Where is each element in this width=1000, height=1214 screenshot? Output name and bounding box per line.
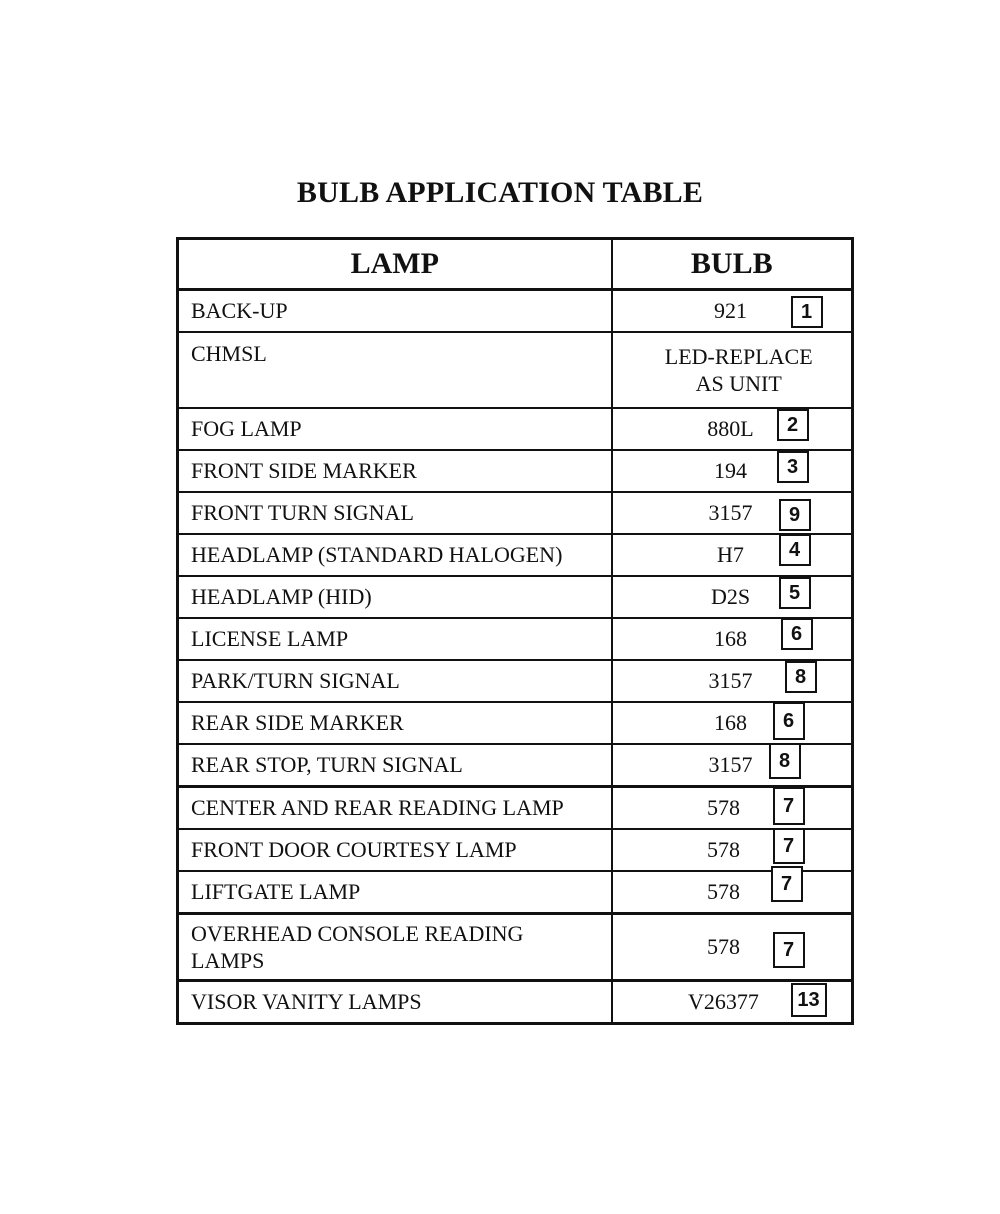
bulb-value: 3157 [708, 500, 753, 525]
callout-number: 7 [773, 787, 805, 825]
bulb-value-line-2: AS UNIT [695, 371, 782, 396]
lamp-cell: VISOR VANITY LAMPS [178, 981, 612, 1024]
page-title: BULB APPLICATION TABLE [296, 176, 704, 209]
bulb-cell [612, 744, 853, 787]
lamp-cell: REAR STOP, TURN SIGNAL [178, 744, 612, 787]
table-row [178, 829, 853, 871]
bulb-value: 578 [707, 934, 740, 959]
bulb-cell [612, 981, 853, 1024]
callout-number: 6 [781, 618, 813, 650]
lamp-cell: FRONT SIDE MARKER [178, 450, 612, 492]
lamp-cell: CENTER AND REAR READING LAMP [178, 787, 612, 830]
bulb-value: 3157 [708, 668, 753, 693]
table-row [178, 332, 853, 408]
bulb-cell [612, 702, 853, 744]
bulb-cell [612, 332, 853, 408]
lamp-text-line-2: LAMPS [191, 948, 265, 973]
lamp-cell: REAR SIDE MARKER [178, 702, 612, 744]
lamp-cell: LICENSE LAMP [178, 618, 612, 660]
table-row [178, 618, 853, 660]
callout-number: 7 [773, 932, 805, 968]
table-row [178, 534, 853, 576]
table-row [178, 576, 853, 618]
bulb-cell [612, 576, 853, 618]
lamp-cell: FRONT DOOR COURTESY LAMP [178, 829, 612, 871]
table-row [178, 408, 853, 450]
callout-number: 1 [791, 296, 823, 328]
callout-number: 7 [773, 828, 805, 864]
lamp-cell: CHMSL [178, 332, 612, 408]
bulb-cell [612, 618, 853, 660]
bulb-cell [612, 660, 853, 702]
table-row [178, 450, 853, 492]
table-row [178, 914, 853, 981]
bulb-value: 3157 [708, 752, 753, 777]
lamp-cell: BACK-UP [178, 290, 612, 333]
lamp-cell: HEADLAMP (STANDARD HALOGEN) [178, 534, 612, 576]
table-row [178, 492, 853, 534]
lamp-cell: HEADLAMP (HID) [178, 576, 612, 618]
bulb-value: 921 [714, 298, 747, 323]
bulb-value: D2S [710, 584, 751, 609]
callout-number: 6 [773, 702, 805, 740]
callout-number: 4 [779, 534, 811, 566]
lamp-cell: FOG LAMP [178, 408, 612, 450]
table-row [178, 702, 853, 744]
lamp-cell: FRONT TURN SIGNAL [178, 492, 612, 534]
bulb-value: 194 [714, 458, 747, 483]
bulb-cell [612, 290, 853, 333]
table-row [178, 290, 853, 333]
bulb-value: V26377 [688, 989, 759, 1014]
bulb-value: 880L [707, 416, 754, 441]
bulb-cell [612, 408, 853, 450]
lamp-cell: PARK/TURN SIGNAL [178, 660, 612, 702]
bulb-value: 578 [707, 795, 740, 820]
callout-number: 3 [777, 451, 809, 483]
table-row [178, 981, 853, 1024]
callout-number: 8 [769, 743, 801, 779]
bulb-cell [612, 534, 853, 576]
column-header-lamp: LAMP [178, 239, 612, 290]
table-row [178, 660, 853, 702]
callout-number: 8 [785, 661, 817, 693]
callout-number: 7 [771, 866, 803, 902]
lamp-text-line-1: OVERHEAD CONSOLE READING [191, 921, 524, 946]
column-header-bulb: BULB [612, 239, 853, 290]
bulb-cell [612, 914, 853, 981]
lamp-cell: LIFTGATE LAMP [178, 871, 612, 914]
bulb-cell [612, 787, 853, 830]
bulb-cell [612, 450, 853, 492]
table-header-row [178, 239, 853, 290]
bulb-cell [612, 829, 853, 871]
bulb-value: H7 [717, 542, 744, 567]
bulb-cell [612, 871, 853, 914]
callout-number: 2 [777, 409, 809, 441]
bulb-cell [612, 492, 853, 534]
bulb-application-table [176, 237, 854, 1025]
bulb-value: 168 [714, 626, 747, 651]
bulb-value-line-1: LED-REPLACE [664, 344, 813, 369]
callout-number: 13 [791, 983, 827, 1017]
lamp-cell [178, 914, 612, 981]
bulb-value: 168 [714, 710, 747, 735]
callout-number: 5 [779, 577, 811, 609]
bulb-value: 578 [707, 879, 740, 904]
table-row [178, 871, 853, 914]
callout-number: 9 [779, 499, 811, 531]
table-row [178, 744, 853, 787]
bulb-value: 578 [707, 837, 740, 862]
table-row [178, 787, 853, 830]
